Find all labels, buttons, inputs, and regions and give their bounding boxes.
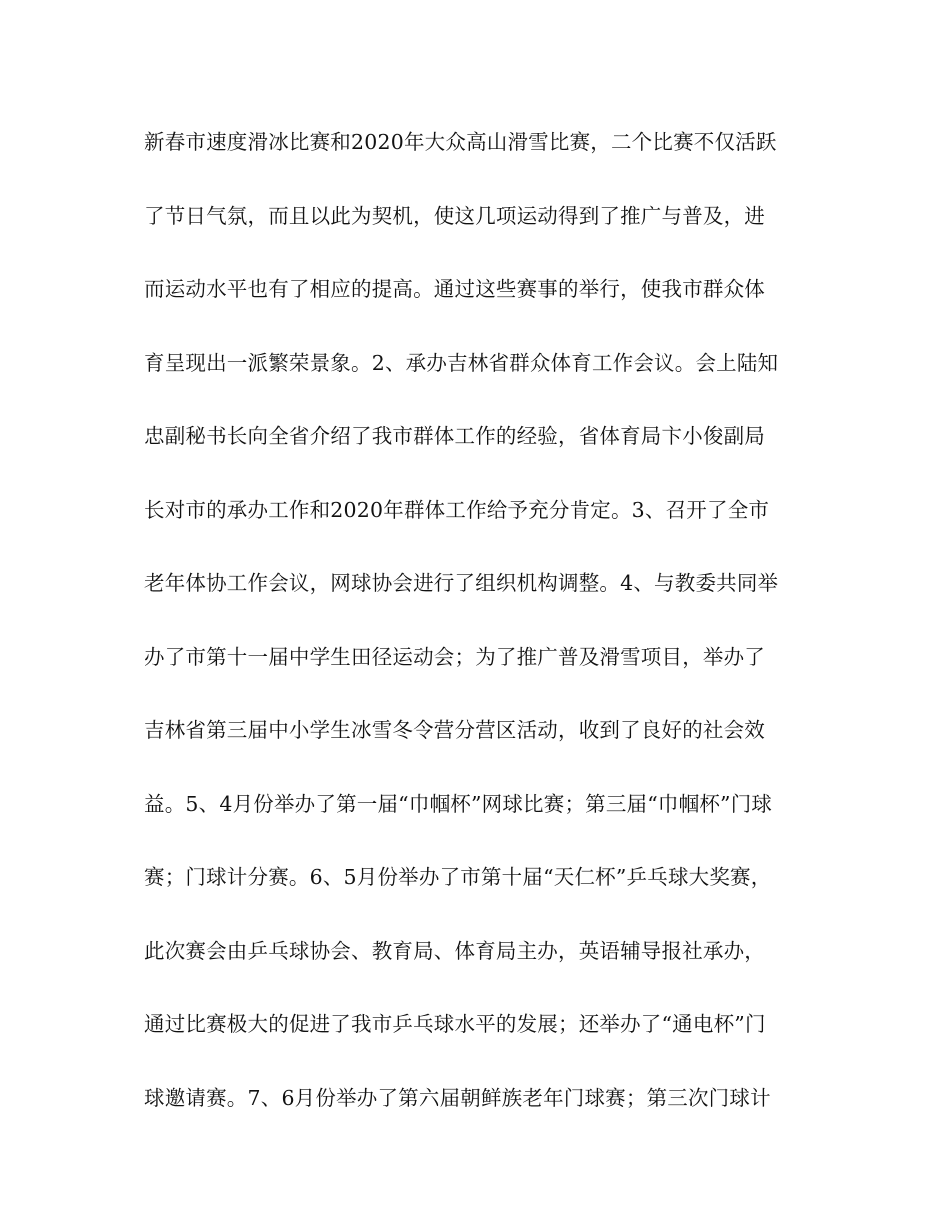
text-line: 此次赛会由乒乓球协会、教育局、体育局主办，英语辅导报社承办， <box>144 938 765 963</box>
text-line: 长对市的承办工作和2020年群体工作给予充分肯定。3、召开了全市 <box>144 497 770 522</box>
text-line: 吉林省第三届中小学生冰雪冬令营分营区活动，收到了良好的社会效 <box>144 718 765 742</box>
text-line: 益。5、4月份举办了第一届“巾帼杯”网球比赛；第三届“巾帼杯”门球 <box>144 791 773 816</box>
text-line: 通过比赛极大的促进了我市乒乓球水平的发展；还举办了“通电杯”门 <box>144 1012 766 1036</box>
text-line: 赛；门球计分赛。6、5月份举办了市第十届“天仁杯”乒乓球大奖赛， <box>144 865 772 889</box>
text-line: 而运动水平也有了相应的提高。通过这些赛事的举行，使我市群众体 <box>144 277 765 301</box>
text-line: 忠副秘书长向全省介绍了我市群体工作的经验，省体育局卞小俊副局 <box>144 424 765 448</box>
text-line: 老年体协工作会议，网球协会进行了组织机构调整。4、与教委共同举 <box>144 571 779 595</box>
body-text <box>144 120 814 1149</box>
text-line: 了节日气氛，而且以此为契机，使这几项运动得到了推广与普及，进 <box>144 203 765 228</box>
text-line: 育呈现出一派繁荣景象。2、承办吉林省群众体育工作会议。会上陆知 <box>144 350 779 375</box>
text-line: 球邀请赛。7、6月份举办了第六届朝鲜族老年门球赛；第三次门球计 <box>144 1085 771 1110</box>
text-line: 办了市第十一届中学生田径运动会；为了推广普及滑雪项目，举办了 <box>144 644 765 669</box>
text-line: 新春市速度滑冰比赛和2020年大众高山滑雪比赛，二个比赛不仅活跃 <box>144 130 777 154</box>
